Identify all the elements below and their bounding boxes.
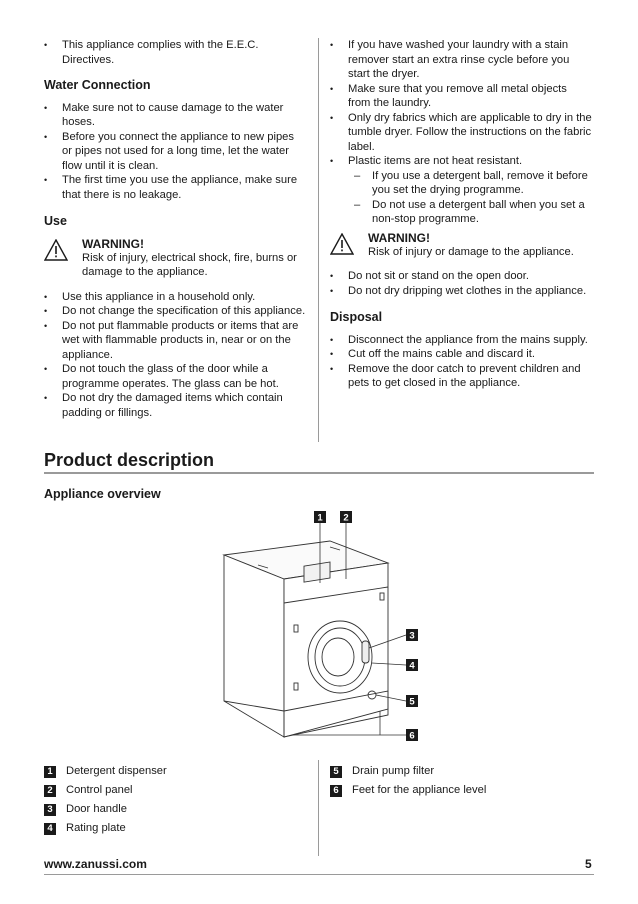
legend-item: [330, 762, 486, 781]
door-list: [330, 269, 592, 298]
callout-label: 2: [343, 512, 349, 524]
column-divider-bottom: [318, 760, 319, 856]
legend-item: [44, 800, 167, 819]
page-number: 5: [585, 857, 592, 871]
left-column: [44, 38, 306, 420]
legend-item: [330, 781, 486, 800]
laundry-list: [330, 38, 592, 227]
section-rule: [44, 472, 594, 474]
callout-label: 4: [409, 660, 415, 672]
list-item: • Before you connect the appliance to new pipes or pipes not used for a long time, let the water flow until it is clean.: [44, 130, 306, 174]
footer-rule: [44, 874, 594, 875]
list-item: • Make sure not to cause damage to the water hoses.: [44, 101, 306, 130]
list-item: • Only dry fabrics which are applicable to dry in the tumble dryer. Follow the instructions on the fabric label.: [330, 111, 592, 155]
list-item: • Do not dry the damaged items which contain padding or fillings.: [44, 391, 306, 420]
list-item: • Do not put flammable products or items that are wet with flammable products in, near or on the appliance.: [44, 319, 306, 363]
sub-list-item: – Do not use a detergent ball when you set a non-stop programme.: [348, 198, 592, 227]
list-item: • Do not sit or stand on the open door.: [330, 269, 592, 284]
legend-item: [44, 781, 167, 800]
water-connection-heading: Water Connection: [44, 78, 151, 92]
intro-list: [44, 38, 306, 67]
list-item: • Do not dry dripping wet clothes in the appliance.: [330, 284, 592, 299]
legend-item: [44, 762, 167, 781]
sub-list-item: – If you use a detergent ball, remove it before you set the drying programme.: [348, 169, 592, 198]
washer-drawing: [224, 541, 388, 737]
callout-label: 3: [409, 630, 415, 642]
list-item: • Do not change the specification of this appliance.: [44, 304, 306, 319]
warning-triangle-icon: [44, 239, 68, 261]
legend-number: 6: [330, 785, 342, 797]
sub-list: [348, 169, 592, 227]
legend-label: Feet for the appliance level: [352, 784, 487, 796]
warning-title: WARNING!: [82, 236, 144, 251]
list-item: • Remove the door catch to prevent children and pets to get closed in the appliance.: [330, 362, 592, 391]
list-item: • If you have washed your laundry with a stain remover start an extra rinse cycle before you start the dryer.: [330, 38, 592, 82]
warning-box: [330, 231, 592, 260]
right-column: [330, 38, 592, 391]
legend-item: [44, 819, 167, 838]
list-item: [330, 154, 592, 227]
use-heading: Use: [44, 214, 67, 228]
section-title: Product description: [44, 450, 215, 470]
warning-title: WARNING!: [368, 230, 430, 245]
legend-right: [330, 762, 486, 800]
use-list: [44, 290, 306, 421]
callout-label: 5: [409, 696, 415, 708]
water-connection-list: [44, 101, 306, 203]
legend-number: 3: [44, 804, 56, 816]
callout-label: 1: [317, 512, 323, 524]
list-item: • Use this appliance in a household only.: [44, 290, 306, 305]
warning-triangle-icon: [330, 233, 354, 255]
warning-text: Risk of injury or damage to the appliance.: [368, 245, 574, 258]
appliance-diagram: [210, 505, 430, 745]
legend-number: 4: [44, 823, 56, 835]
appliance-overview-heading: Appliance overview: [44, 487, 161, 501]
footer-url: www.zanussi.com: [44, 857, 147, 871]
list-item: • Do not touch the glass of the door while a programme operates. The glass can be hot.: [44, 362, 306, 391]
legend-number: 5: [330, 766, 342, 778]
legend-label: Rating plate: [66, 822, 126, 834]
list-item: • Make sure that you remove all metal objects from the laundry.: [330, 82, 592, 111]
legend-number: 2: [44, 785, 56, 797]
list-item: • This appliance complies with the E.E.C. Directives.: [44, 38, 306, 67]
disposal-list: [330, 333, 592, 391]
list-item: • Disconnect the appliance from the mains supply.: [330, 333, 592, 348]
warning-text: Risk of injury, electrical shock, fire, burns or damage to the appliance.: [82, 251, 297, 278]
list-item-text: Plastic items are not heat resistant.: [348, 155, 523, 167]
callout-label: 6: [409, 730, 415, 742]
legend-label: Control panel: [66, 784, 133, 796]
warning-box: [44, 237, 306, 280]
disposal-heading: Disposal: [330, 310, 383, 324]
legend-label: Detergent dispenser: [66, 765, 167, 777]
column-divider-top: [318, 38, 319, 442]
list-item: • The first time you use the appliance, make sure that there is no leakage.: [44, 173, 306, 202]
legend-label: Drain pump filter: [352, 765, 435, 777]
legend-label: Door handle: [66, 803, 127, 815]
legend-left: [44, 762, 167, 838]
legend-number: 1: [44, 766, 56, 778]
list-item: • Cut off the mains cable and discard it.: [330, 347, 592, 362]
